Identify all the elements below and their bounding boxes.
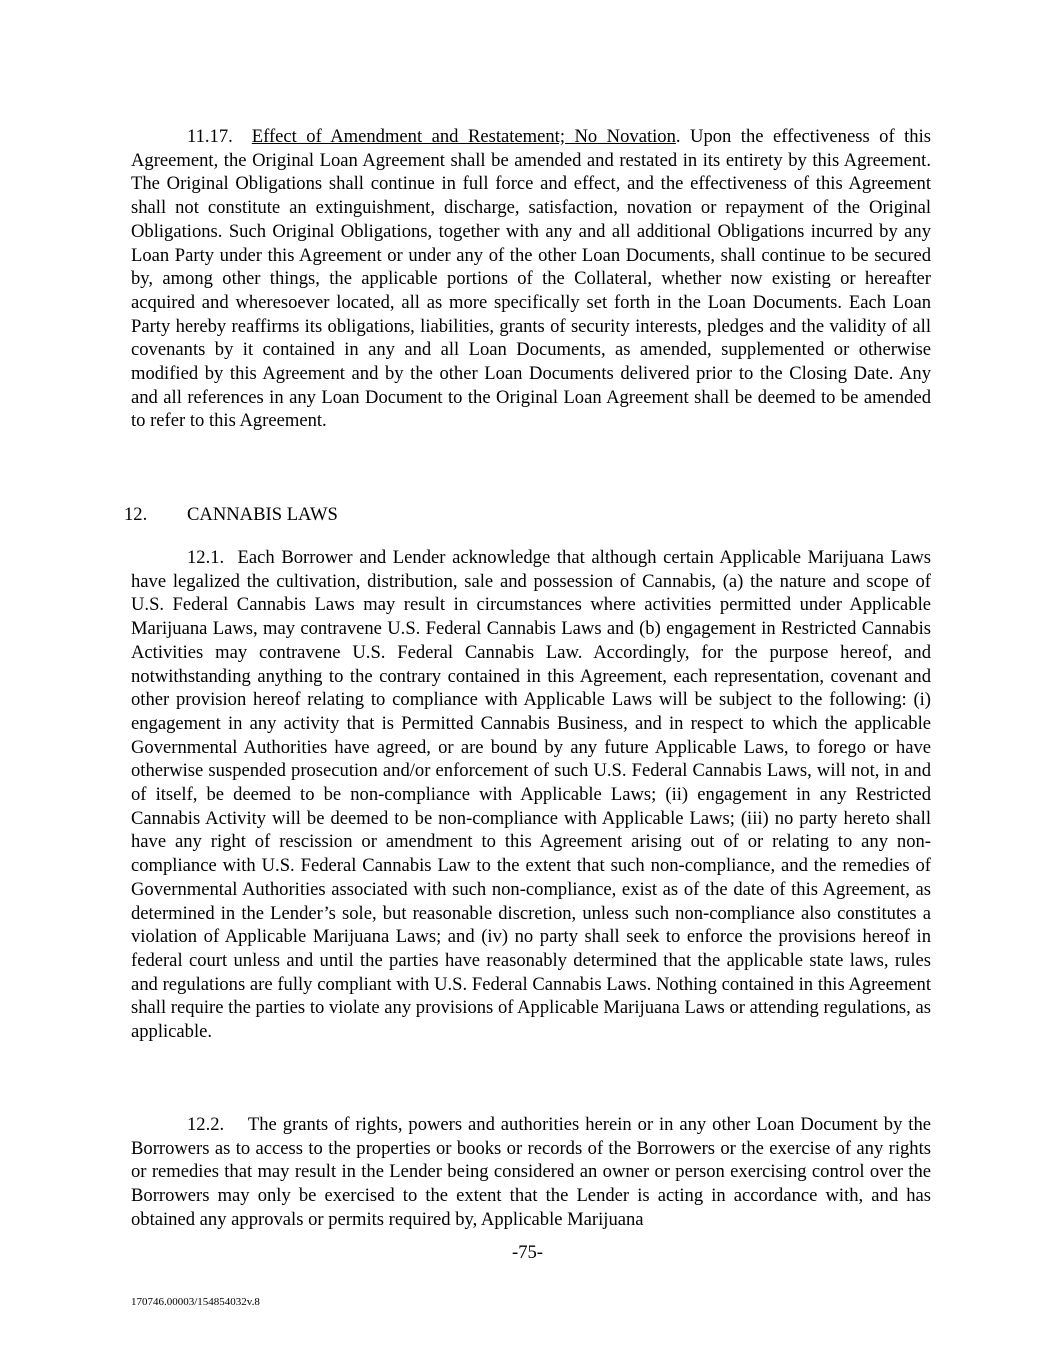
section-body: The grants of rights, powers and authorities herein or in any other Loan Document by the Borrowers as to access to the properties or books or records of the Borrowers or the exercise of any rights or remedies that may result in the Lender being considered an owner or person exercising control over the Borrowers may only be exercised to the extent that the Lender is acting in accordance with, and has obtained any approvals or permits required by, Applicable Marijuana [131,1114,931,1230]
paragraph-11-17 [131,125,931,433]
paragraph-12-2 [131,1113,931,1232]
section-body: . Upon the effectiveness of this Agreement, the Original Loan Agreement shall be amended and restated in its entirety by this Agreement. The Original Obligations shall continue in full force and effect, and the effectiveness of this Agreement shall not constitute an extinguishment, discharge, satisfaction, novation or repayment of the Original Obligations. Such Original Obligations, together with any and all additional Obligations incurred by any Loan Party under this Agreement or under any of the other Loan Documents, shall continue to be secured by, among other things, the applicable portions of the Collateral, whether now existing or hereafter acquired and wheresoever located, all as more specifically set forth in the Loan Documents. Each Loan Party hereby reaffirms its obligations, liabilities, grants of security interests, pledges and the validity of all covenants by it contained in any and all Loan Documents, as amended, supplemented or otherwise modified by this Agreement and by the other Loan Documents delivered prior to the Closing Date. Any and all references in any Loan Document to the Original Loan Agreement shall be deemed to be amended to refer to this Agreement. [131,126,931,432]
document-id: 170746.00003/154854032v.8 [131,1296,260,1308]
section-body: Each Borrower and Lender acknowledge that although certain Applicable Marijuana Laws have legalized the cultivation, distribution, sale and possession of Cannabis, (a) the nature and scope of U.S. Federal Cannabis Laws may result in circumstances where activities permitted under Applicable Marijuana Laws, may contravene U.S. Federal Cannabis Laws and (b) engagement in Restricted Cannabis Activities may contravene U.S. Federal Cannabis Law. Accordingly, for the purpose hereof, and notwithstanding anything to the contrary contained in this Agreement, each representation, covenant and other provision hereof relating to compliance with Applicable Laws will be subject to the following: (i) engagement in any activity that is Permitted Cannabis Business, and in respect to which the applicable Governmental Authorities have agreed, or are bound by any future Applicable Laws, to forego or have otherwise suspended prosecution and/or enforcement of such U.S. Federal Cannabis Laws, will not, in and of itself, be deemed to be non-compliance with Applicable Laws; (ii) engagement in any Restricted Cannabis Activity will be deemed to be non-compliance with Applicable Laws; (iii) no party hereto shall have any right of rescission or amendment to this Agreement arising out of or relating to any non-compliance with U.S. Federal Cannabis Law to the extent that such non-compliance, and the remedies of Governmental Authorities associated with such non-compliance, exist as of the date of this Agreement, as determined in the Lender’s sole, but reasonable discretion, unless such non-compliance also constitutes a violation of Applicable Marijuana Laws; and (iv) no party shall seek to enforce the provisions hereof in federal court unless and until the parties have reasonably determined that the applicable state laws, rules and regulations are fully compliant with U.S. Federal Cannabis Laws. Nothing contained in this Agreement shall require the parties to violate any provisions of Applicable Marijuana Laws or attending regulations, as applicable. [131,547,931,1043]
heading-title: CANNABIS LAWS [187,504,338,525]
section-heading-12 [124,503,338,527]
section-title: Effect of Amendment and Restatement; No Novation [251,126,676,147]
page-number: -75- [512,1242,543,1263]
section-number: 12.2. [187,1114,225,1135]
section-number: 12.1. [187,547,225,568]
paragraph-12-1 [131,546,931,1044]
section-number: 11.17. [187,126,233,147]
heading-number: 12. [124,504,148,525]
